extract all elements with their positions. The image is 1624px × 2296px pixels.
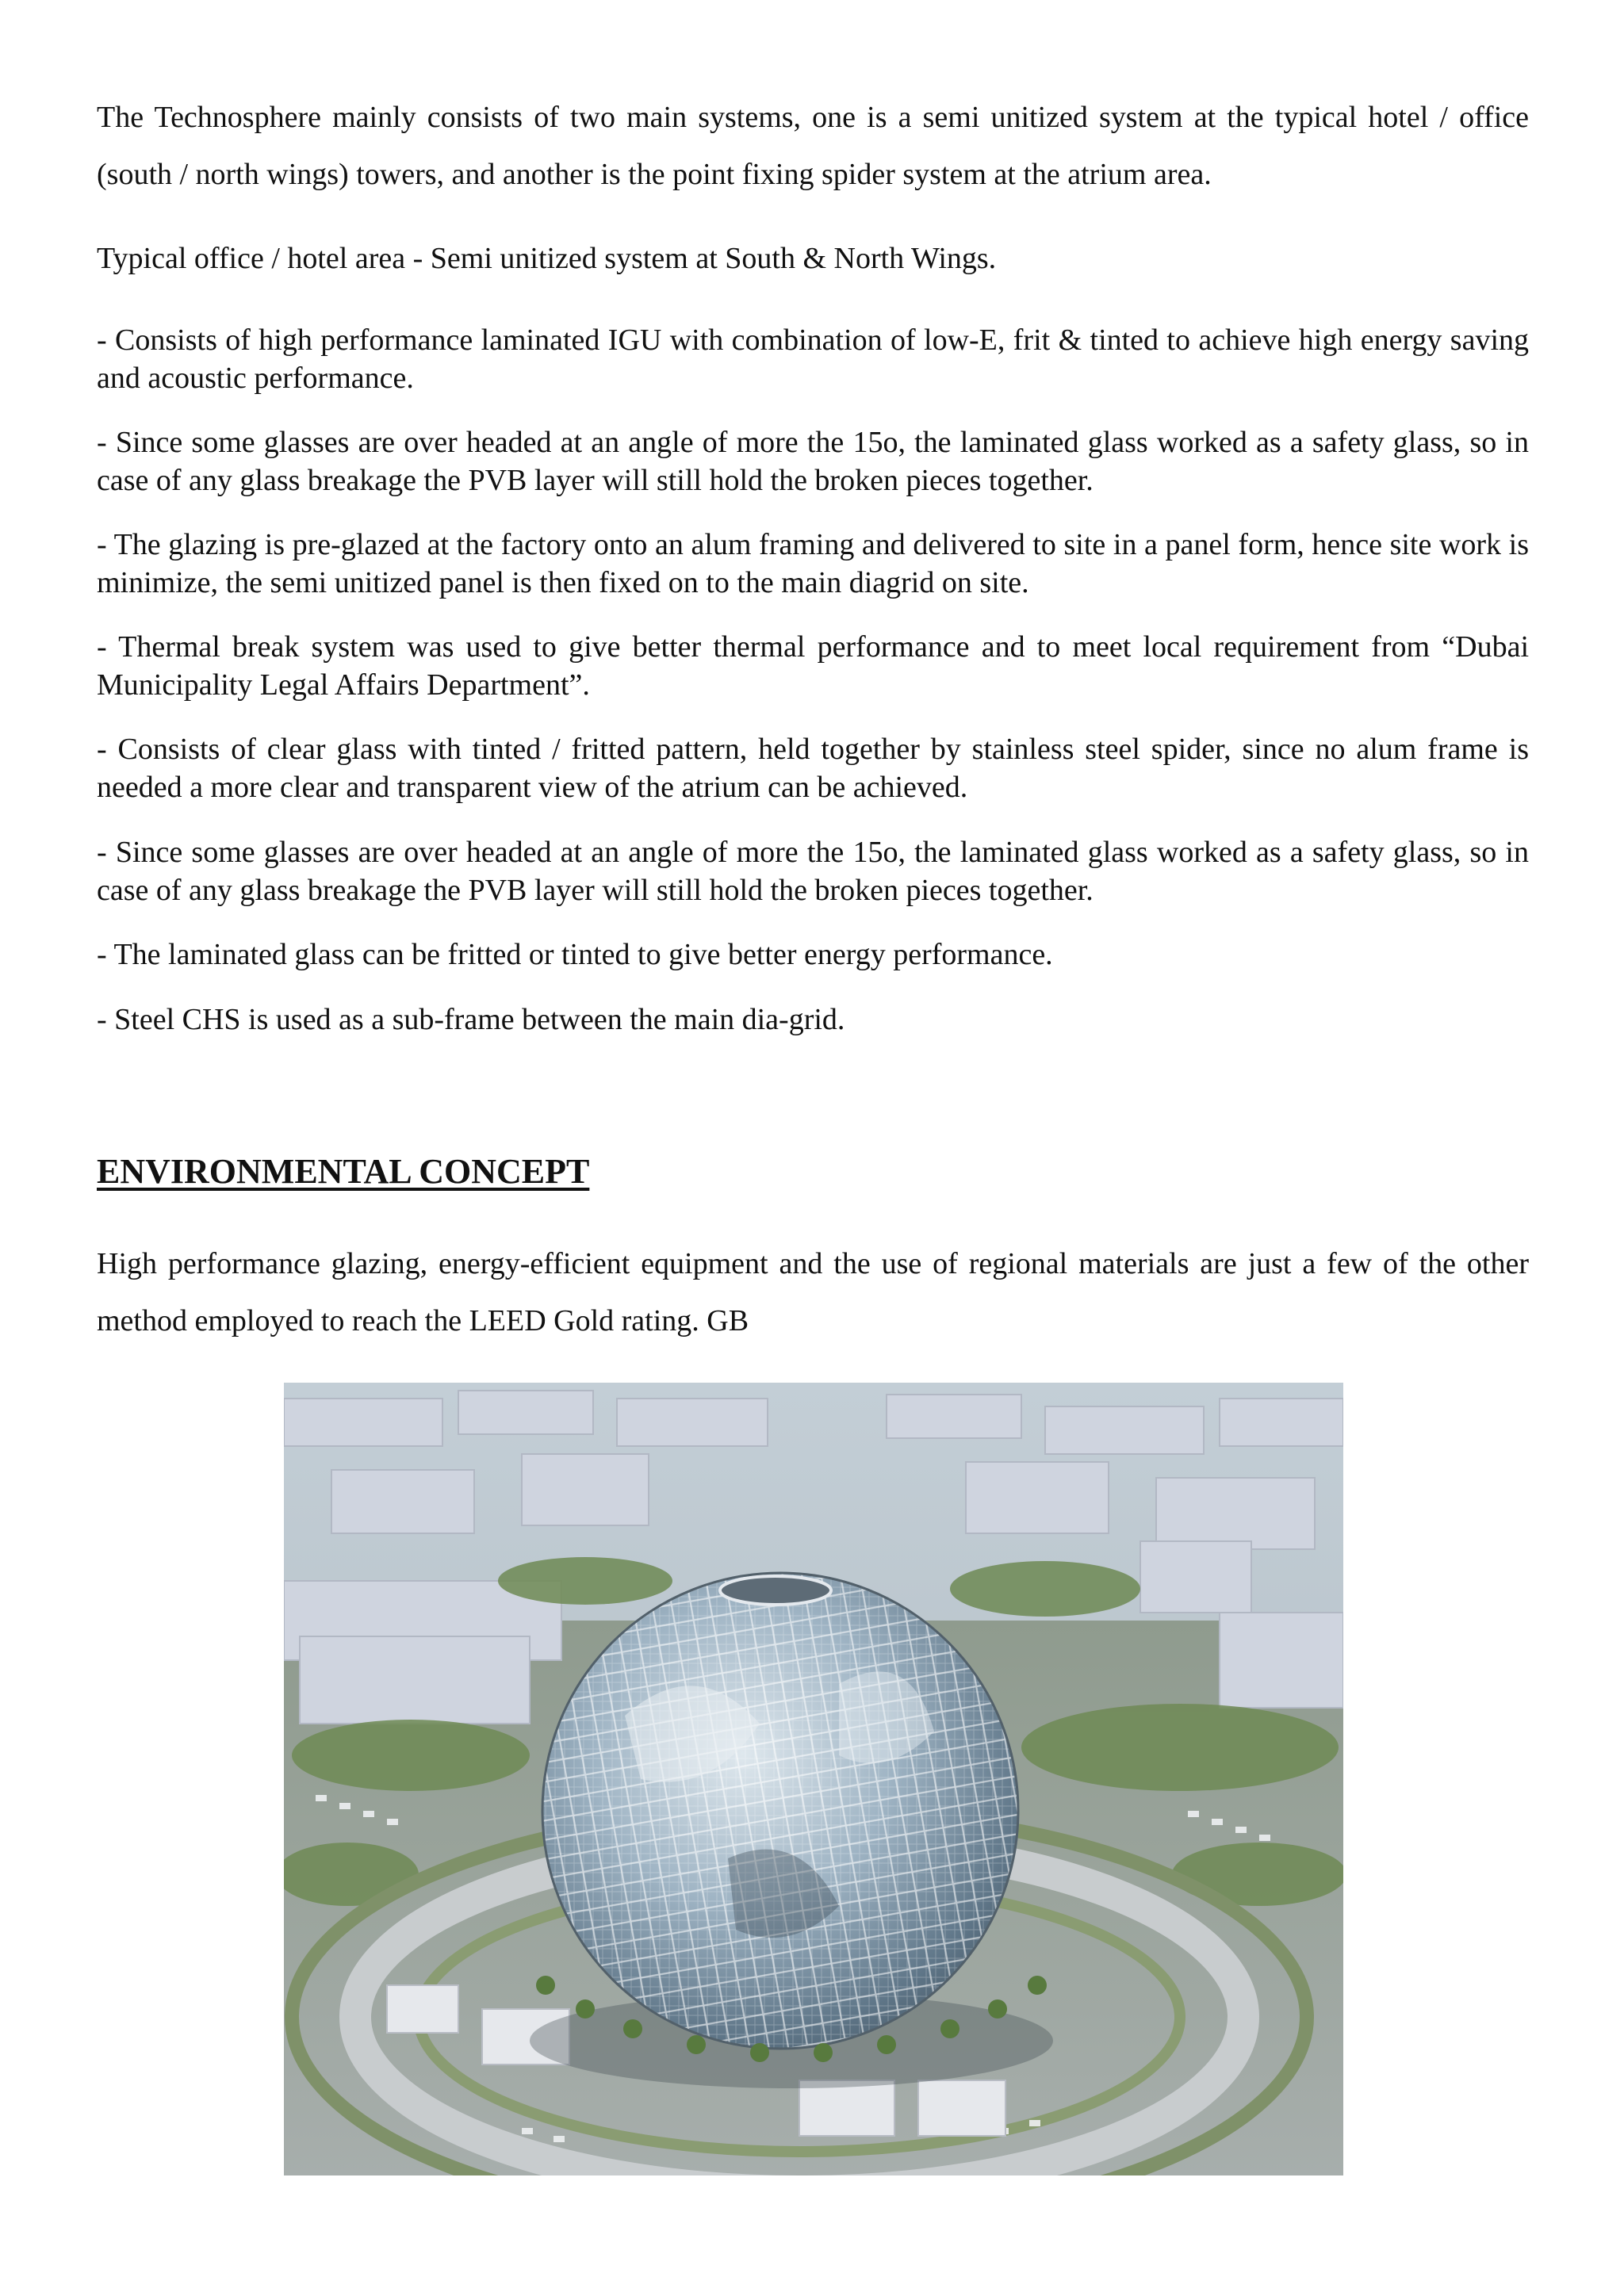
- technosphere-rendering-image: [284, 1383, 1343, 2175]
- bullet-paragraph: - The glazing is pre-glazed at the factory onto an alum framing and delivered to site in a panel form, hence site work is minimize, the semi unitized panel is then fixed on to the main diagrid on site.: [97, 528, 1529, 599]
- bullet-paragraph: - Since some glasses are over headed at an angle of more the 15o, the laminated glass worked as a safety glass, so in case of any glass breakage the PVB layer will still hold the broken pieces together.: [97, 836, 1529, 907]
- bullet-paragraph: - Consists of high performance laminated IGU with combination of low-E, frit & tinted to achieve high energy saving and acoustic performance.: [97, 323, 1529, 395]
- bullet-paragraph: - Steel CHS is used as a sub-frame between the main dia-grid.: [97, 1003, 845, 1036]
- section-heading: ENVIRONMENTAL CONCEPT: [97, 1152, 590, 1191]
- bullet-paragraph: - Thermal break system was used to give better thermal performance and to meet local requirement from “Dubai Municipality Legal Affairs Department”.: [97, 630, 1529, 702]
- bullet-paragraph: - Since some glasses are over headed at an angle of more the 15o, the laminated glass worked as a safety glass, so in case of any glass breakage the PVB layer will still hold the broken pieces together.: [97, 426, 1529, 497]
- environmental-paragraph: High performance glazing, energy-efficient equipment and the use of regional materials are just a few of the other method employed to reach the LEED Gold rating. GB: [97, 1247, 1529, 1337]
- intro-paragraph: The Technosphere mainly consists of two main systems, one is a semi unitized system at the typical hotel / office (south / north wings) towers, and another is the point fixing spider system at the atrium area.: [97, 101, 1529, 191]
- typical-area-heading: Typical office / hotel area - Semi unitized system at South & North Wings.: [97, 242, 997, 275]
- bullet-paragraph: - Consists of clear glass with tinted / fritted pattern, held together by stainless steel spider, since no alum frame is needed a more clear and transparent view of the atrium can be achieved.: [97, 733, 1529, 804]
- bullet-paragraph: - The laminated glass can be fritted or tinted to give better energy performance.: [97, 938, 1053, 971]
